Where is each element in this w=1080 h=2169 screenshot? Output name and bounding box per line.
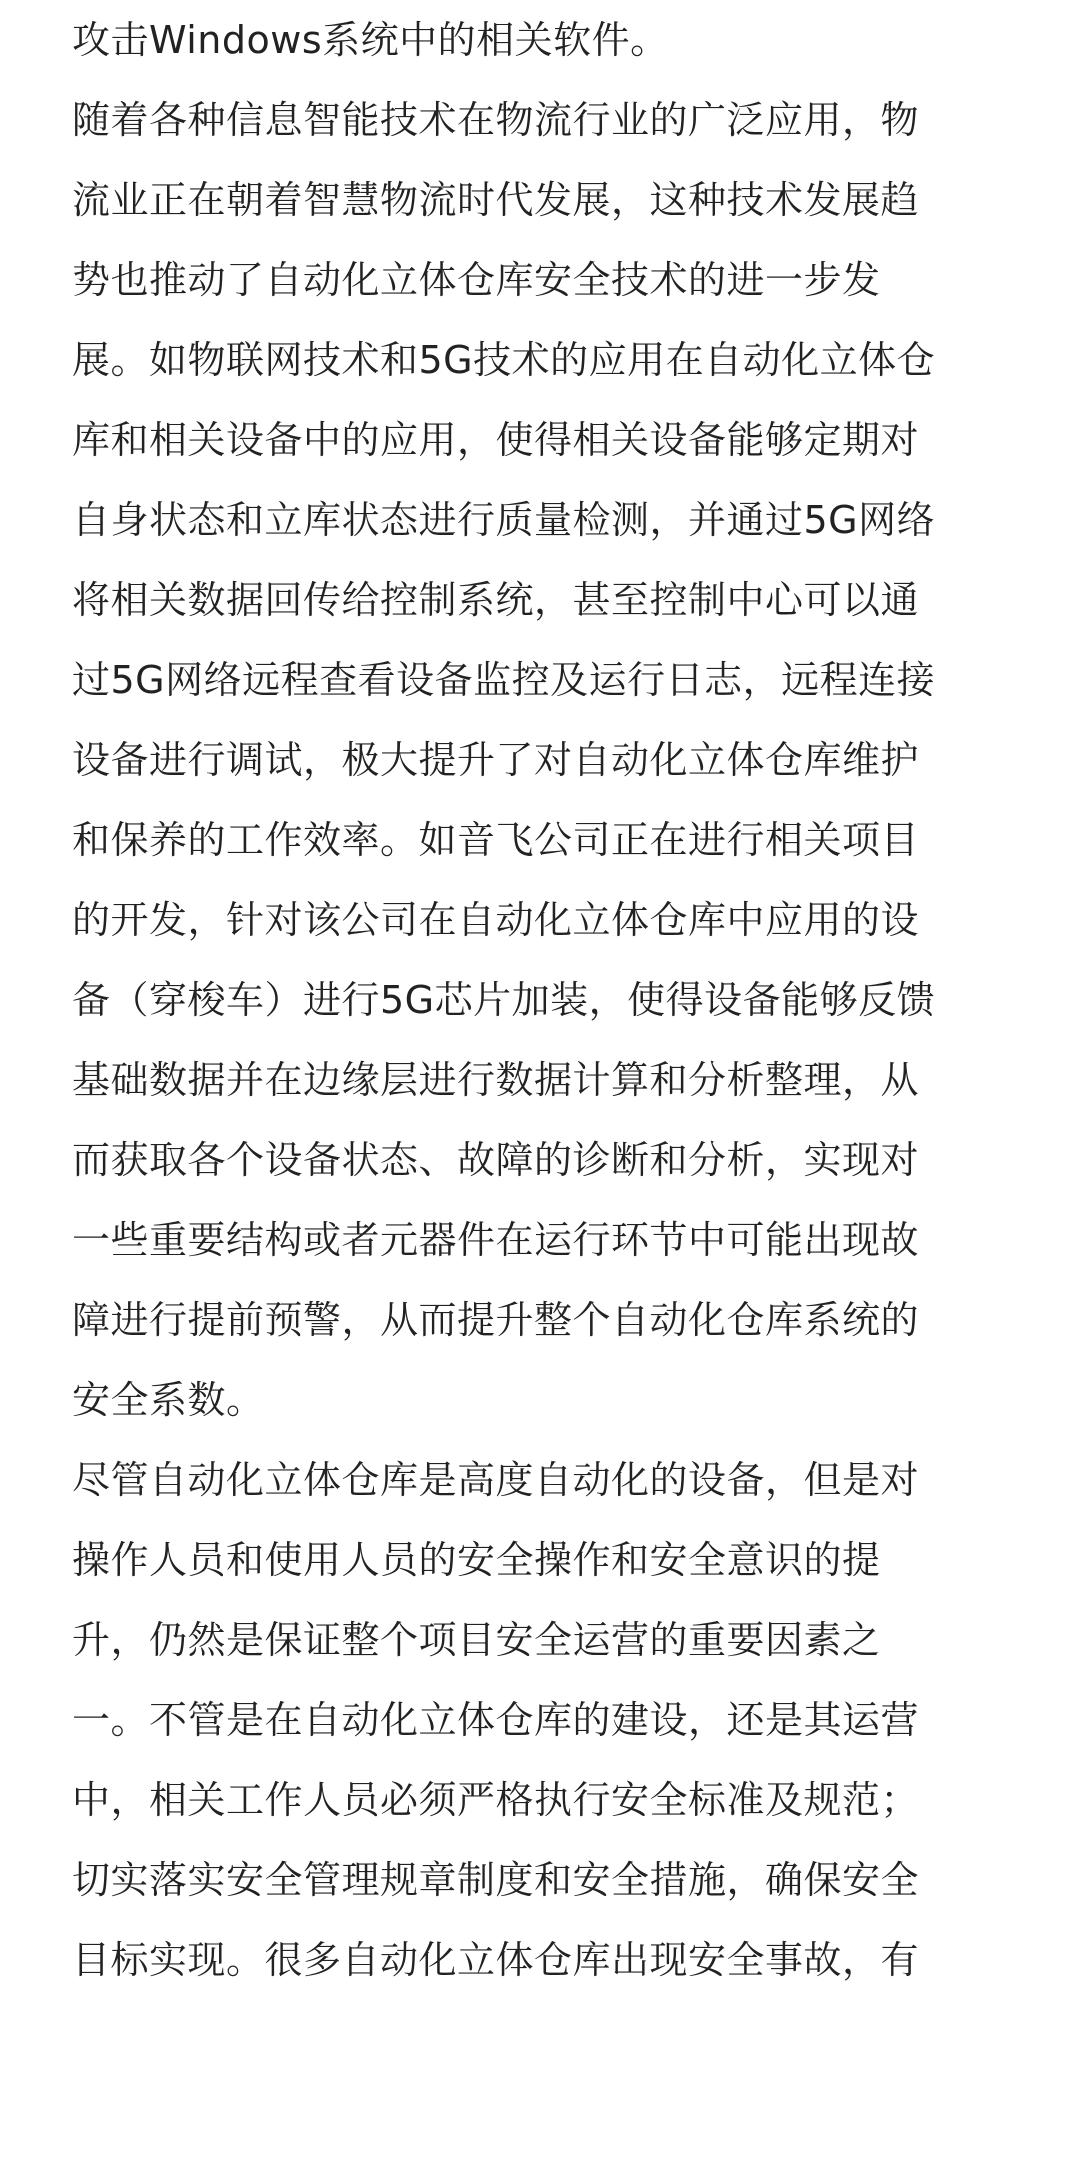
article-body bbox=[72, 0, 1020, 2000]
text-line: 安全系数。 bbox=[72, 1378, 265, 1422]
text-line: 随着各种信息智能技术在物流行业的广泛应用，物 bbox=[72, 98, 920, 142]
text-line: 流业正在朝着智慧物流时代发展，这种技术发展趋 bbox=[72, 178, 920, 222]
text-line: 中，相关工作人员必须严格执行安全标准及规范； bbox=[72, 1778, 920, 1822]
text-line: 展。如物联网技术和5G技术的应用在自动化立体仓 bbox=[72, 338, 936, 382]
text-line: 将相关数据回传给控制系统，甚至控制中心可以通 bbox=[72, 578, 920, 622]
paragraph-1 bbox=[72, 0, 1020, 80]
text-line: 攻击Windows系统中的相关软件。 bbox=[72, 18, 669, 62]
text-line: 势也推动了自动化立体仓库安全技术的进一步发 bbox=[72, 258, 881, 302]
text-line: 基础数据并在边缘层进行数据计算和分析整理，从 bbox=[72, 1058, 920, 1102]
text-line: 一。不管是在自动化立体仓库的建设，还是其运营 bbox=[72, 1698, 920, 1742]
text-line: 目标实现。很多自动化立体仓库出现安全事故，有 bbox=[72, 1938, 920, 1982]
text-line: 设备进行调试，极大提升了对自动化立体仓库维护 bbox=[72, 738, 920, 782]
paragraph-2 bbox=[72, 80, 1020, 1440]
text-line: 的开发，针对该公司在自动化立体仓库中应用的设 bbox=[72, 898, 920, 942]
text-line: 切实落实安全管理规章制度和安全措施，确保安全 bbox=[72, 1858, 920, 1902]
text-line: 自身状态和立库状态进行质量检测，并通过5G网络 bbox=[72, 498, 936, 542]
text-line: 过5G网络远程查看设备监控及运行日志，远程连接 bbox=[72, 658, 936, 702]
text-line: 升，仍然是保证整个项目安全运营的重要因素之 bbox=[72, 1618, 881, 1662]
paragraph-3 bbox=[72, 1440, 1020, 2000]
text-line: 和保养的工作效率。如音飞公司正在进行相关项目 bbox=[72, 818, 920, 862]
text-line: 一些重要结构或者元器件在运行环节中可能出现故 bbox=[72, 1218, 920, 1262]
text-line: 尽管自动化立体仓库是高度自动化的设备，但是对 bbox=[72, 1458, 920, 1502]
text-line: 备（穿梭车）进行5G芯片加装，使得设备能够反馈 bbox=[72, 978, 936, 1022]
text-line: 而获取各个设备状态、故障的诊断和分析，实现对 bbox=[72, 1138, 920, 1182]
text-line: 操作人员和使用人员的安全操作和安全意识的提 bbox=[72, 1538, 881, 1582]
text-line: 库和相关设备中的应用，使得相关设备能够定期对 bbox=[72, 418, 920, 462]
text-line: 障进行提前预警，从而提升整个自动化仓库系统的 bbox=[72, 1298, 920, 1342]
